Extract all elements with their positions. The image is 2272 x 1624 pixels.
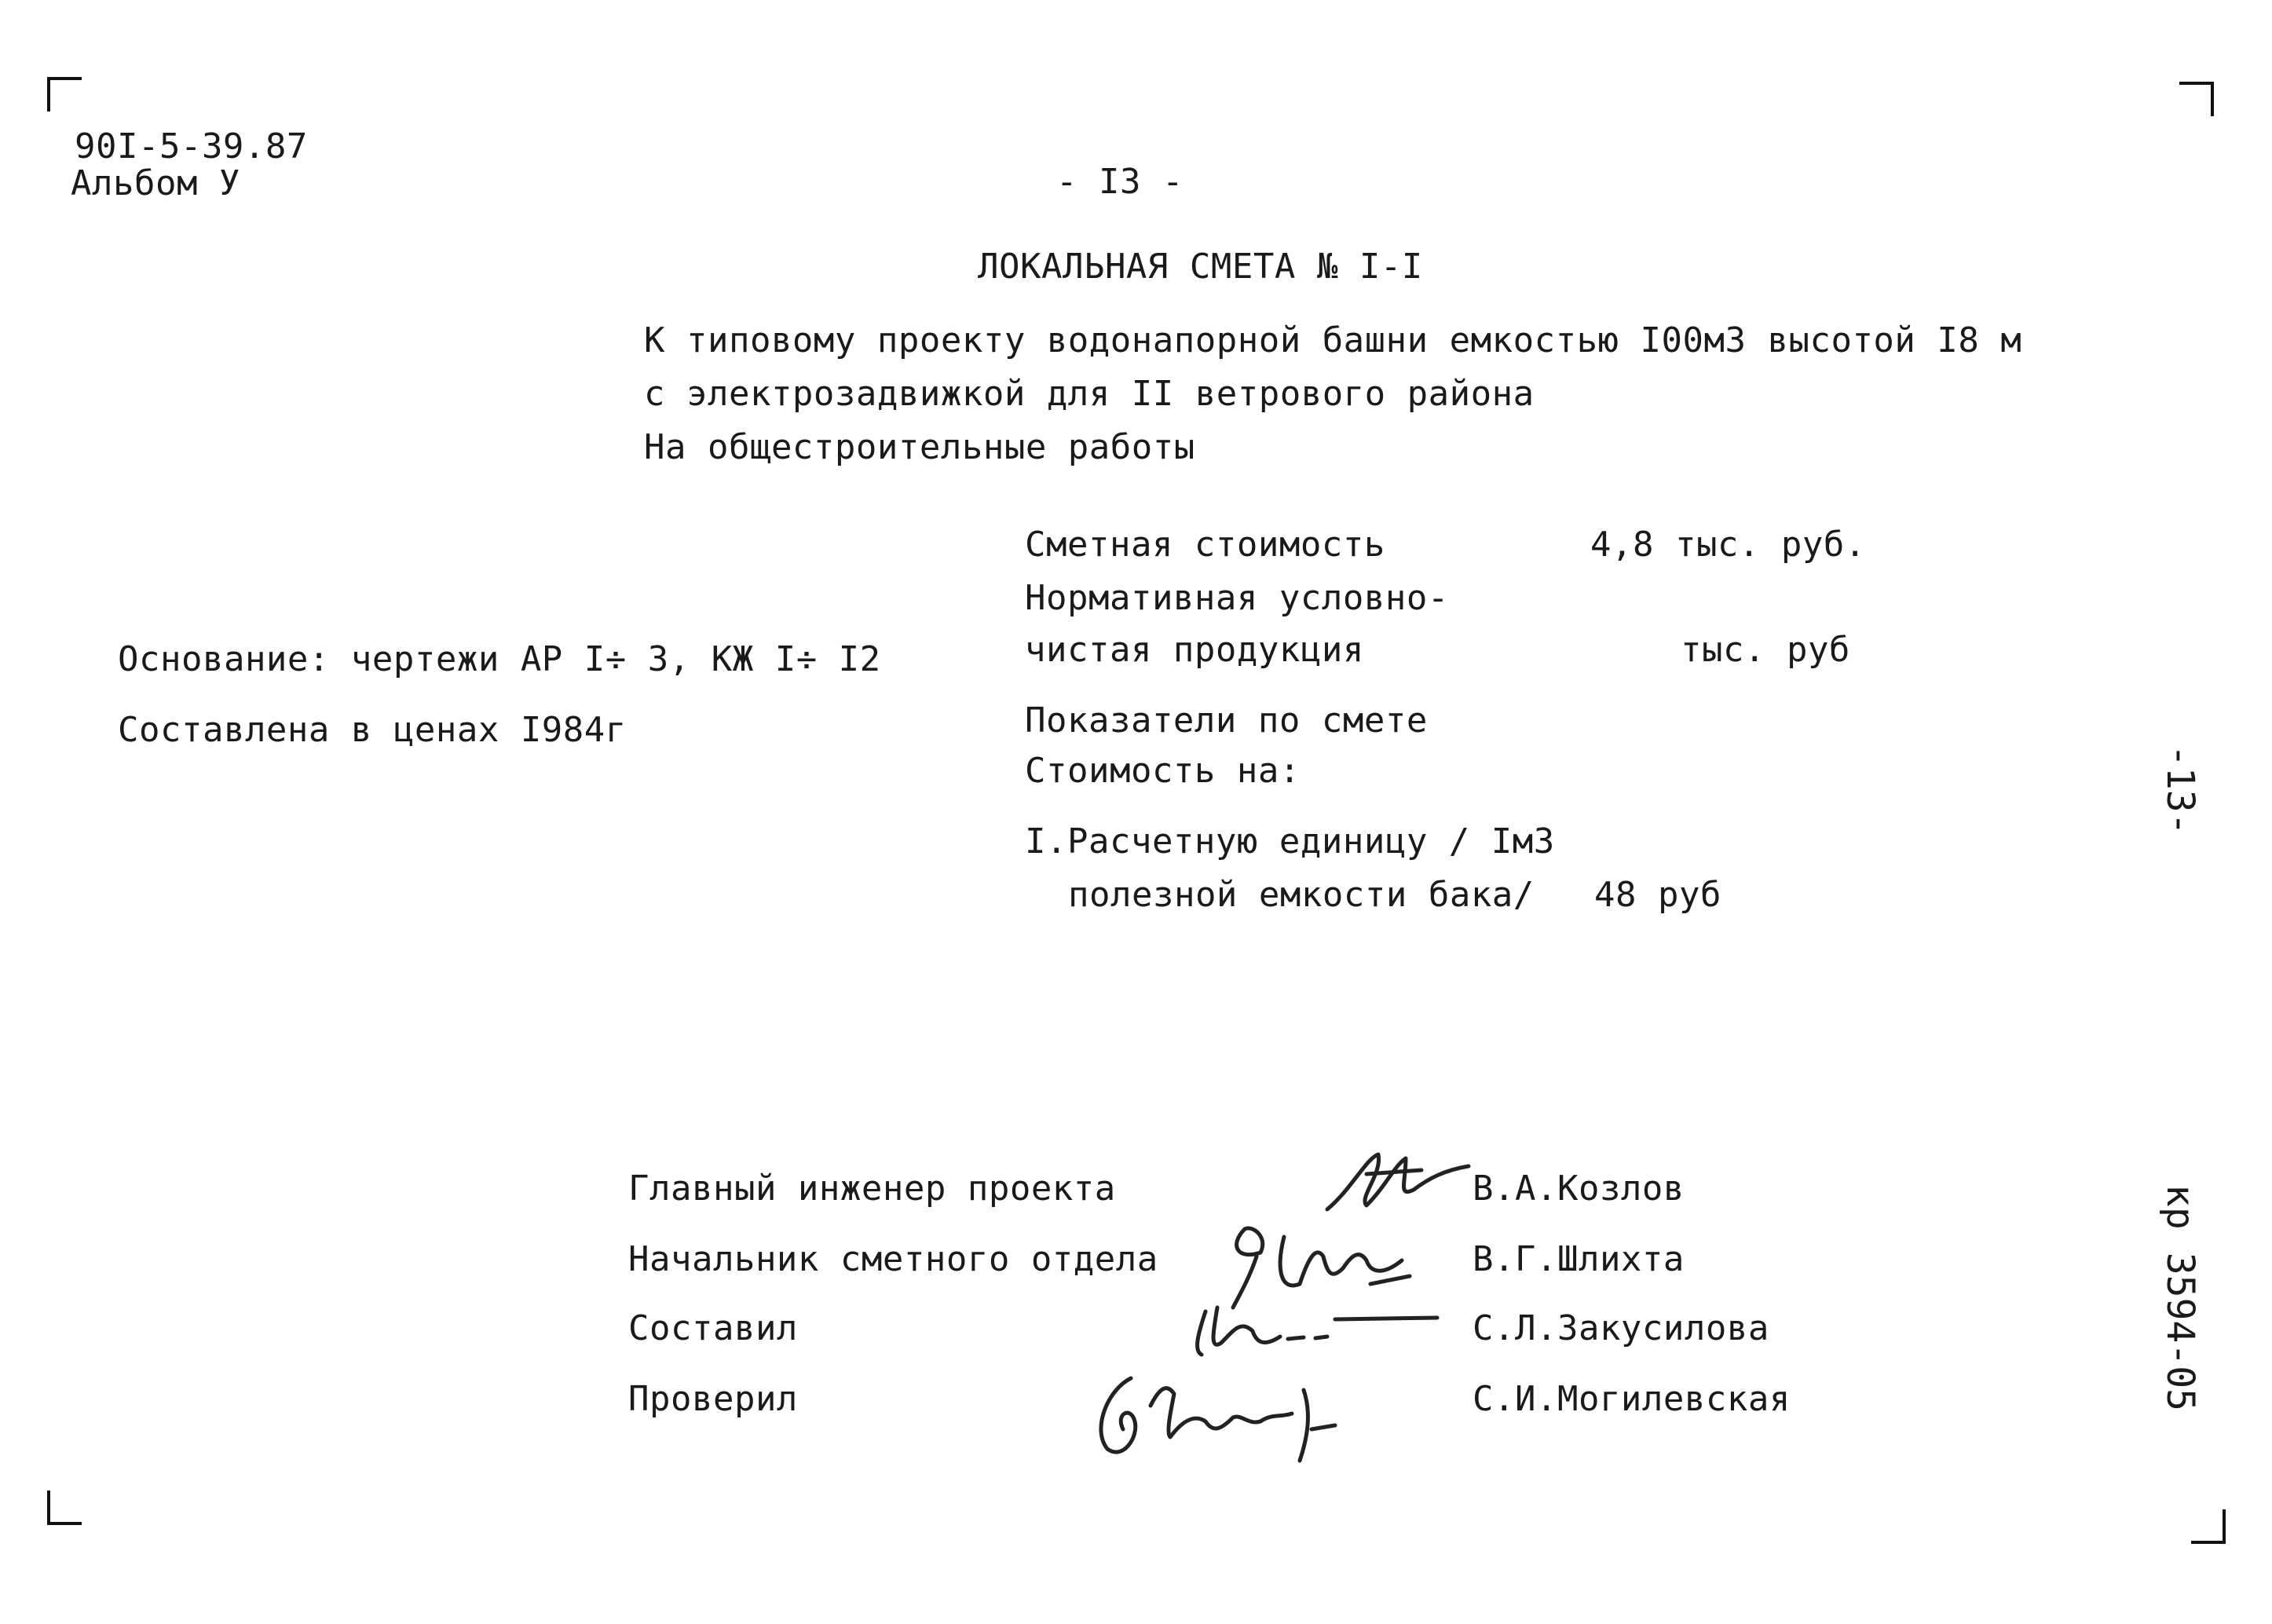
crop-mark-bottom-right xyxy=(2191,1509,2226,1544)
indicators-label: Показатели по смете xyxy=(1025,700,1428,741)
estimate-title: ЛОКАЛЬНАЯ СМЕТА № I-I xyxy=(978,247,1423,287)
estimated-cost-label: Сметная стоимость xyxy=(1025,525,1385,565)
sheet-number-vertical: -13- xyxy=(2158,744,2202,836)
basis-prices: Составлена в ценах I984г xyxy=(118,710,627,750)
crop-mark-top-left xyxy=(47,77,82,112)
basis-drawings: Основание: чертежи АР I÷ 3, КЖ I÷ I2 xyxy=(118,639,881,679)
estimated-cost-value: 4,8 тыс. руб. xyxy=(1590,525,1866,565)
document-code: 90I-5-39.87 xyxy=(75,126,308,166)
normative-label-1: Нормативная условно- xyxy=(1025,578,1449,618)
archive-code-vertical: кр 3594-05 xyxy=(2158,1184,2202,1411)
unit-value: 48 руб xyxy=(1594,875,1721,915)
name-head-estimates: В.Г.Шлихта xyxy=(1473,1239,1685,1279)
subtitle-line-2: с электрозадвижкой для II ветрового района xyxy=(644,374,1535,414)
unit-line-2: полезной емкости бака/ xyxy=(1068,875,1535,915)
album-label: Альбом У xyxy=(71,163,240,203)
subtitle-line-3: На общестроительные работы xyxy=(644,427,1195,467)
page-number: - I3 - xyxy=(1056,162,1184,202)
name-checked: С.И.Могилевская xyxy=(1473,1379,1791,1419)
role-checked: Проверил xyxy=(628,1379,798,1419)
name-chief-engineer: В.А.Козлов xyxy=(1473,1169,1685,1209)
cost-for-label: Стоимость на: xyxy=(1025,751,1301,791)
crop-mark-bottom-left xyxy=(47,1490,82,1525)
name-compiled: С.Л.Закусилова xyxy=(1473,1308,1769,1348)
crop-mark-top-right xyxy=(2179,82,2214,116)
role-chief-engineer: Главный инженер проекта xyxy=(628,1169,1116,1209)
role-head-estimates: Начальник сметного отдела xyxy=(628,1239,1158,1279)
subtitle-line-1: К типовому проекту водонапорной башни емкостью I00м3 высотой I8 м xyxy=(644,320,2022,360)
normative-label-2: чистая продукция xyxy=(1025,630,1364,670)
unit-line-1: I.Расчетную единицу / Iм3 xyxy=(1025,821,1555,861)
normative-value: тыс. руб xyxy=(1681,630,1850,670)
role-compiled: Составил xyxy=(628,1308,798,1348)
